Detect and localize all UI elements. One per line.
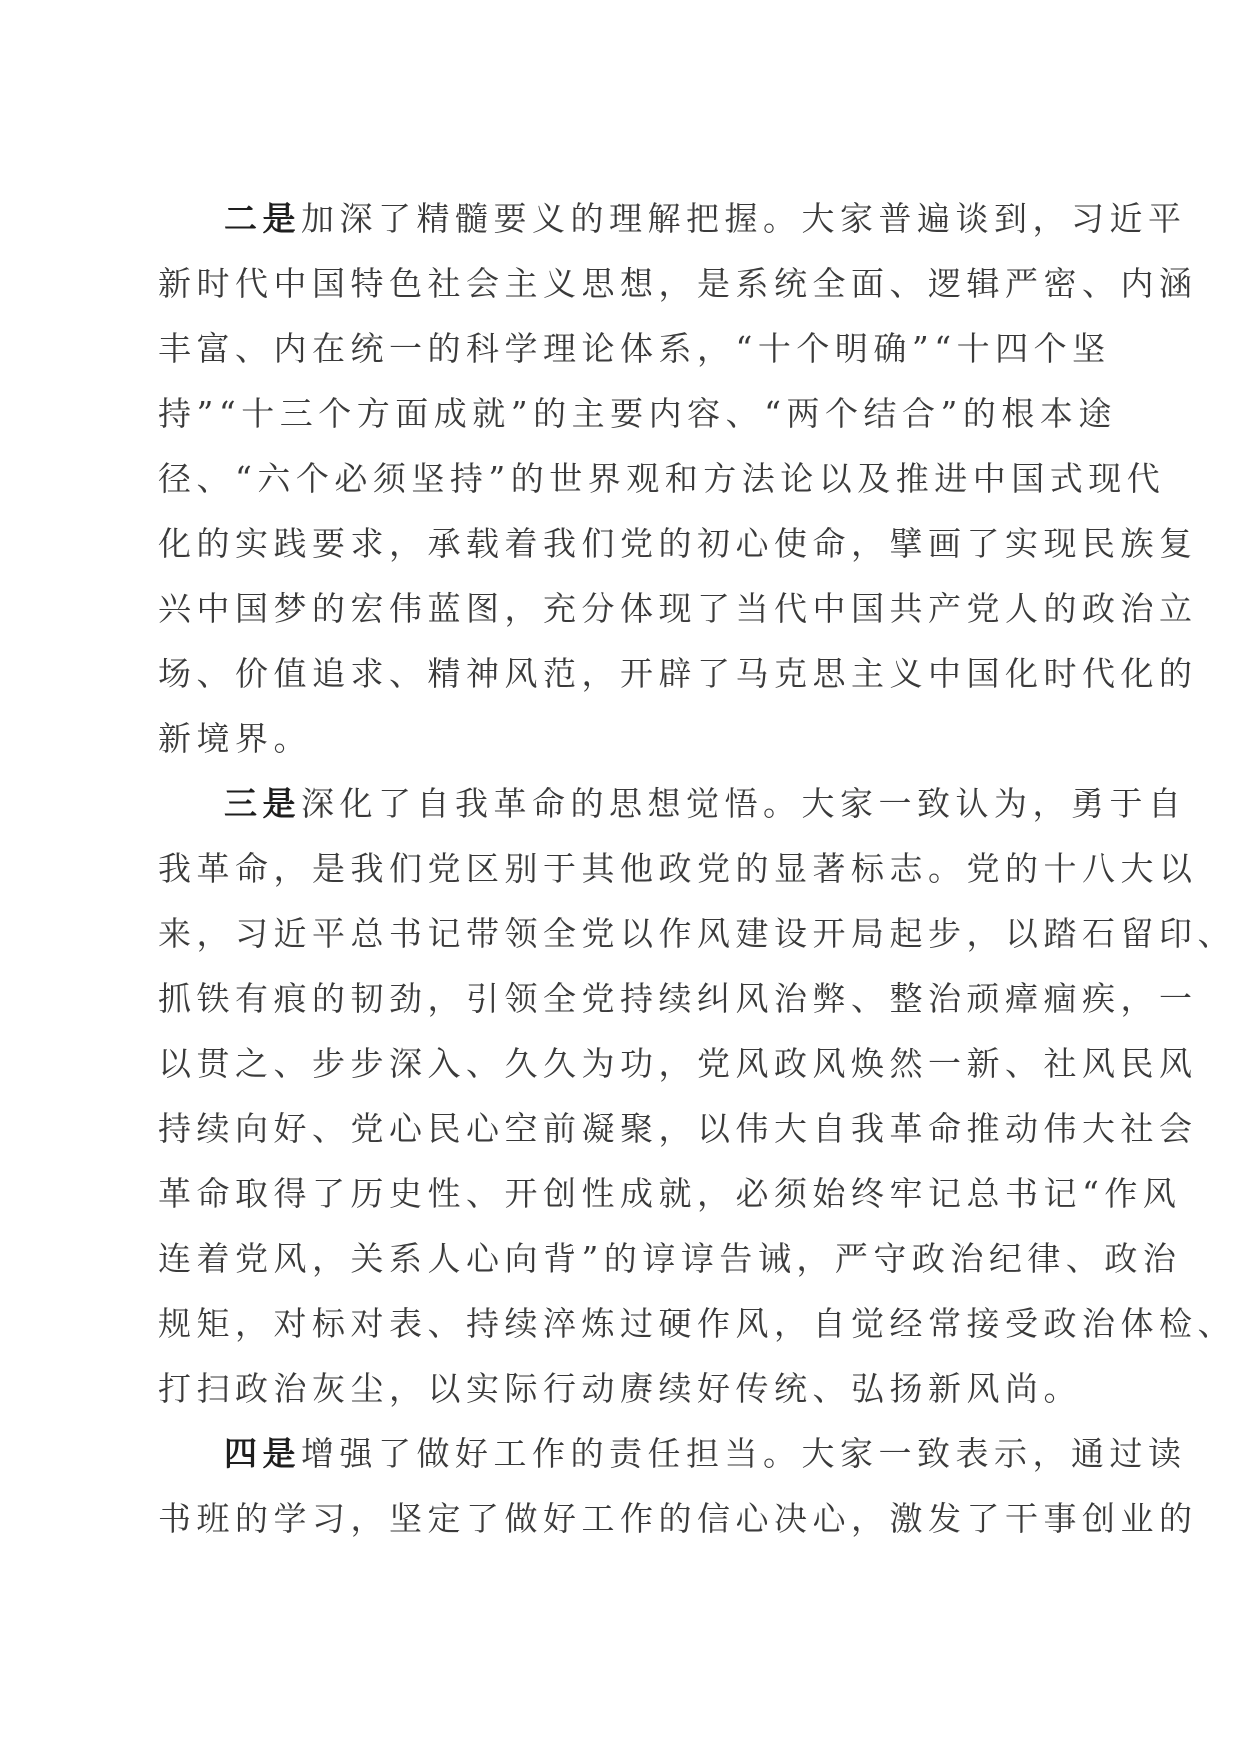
- paragraph-line: 新时代中国特色社会主义思想，是系统全面、逻辑严密、内涵: [158, 264, 1198, 303]
- paragraph-line: 新境界。: [158, 719, 312, 758]
- paragraph-line: 兴中国梦的宏伟蓝图，充分体现了当代中国共产党人的政治立: [158, 589, 1198, 628]
- paragraph-line: 连着党风，关系人心向背”的谆谆告诫，严守政治纪律、政治: [158, 1239, 1182, 1278]
- paragraph-line: 书班的学习，坚定了做好工作的信心决心，激发了干事创业的: [158, 1499, 1198, 1538]
- paragraph-line: [158, 1421, 1187, 1486]
- paragraph-line: 径、“六个必须坚持”的世界观和方法论以及推进中国式现代: [158, 459, 1166, 498]
- paragraph-4: [158, 1421, 1198, 1551]
- paragraph-line: 革命取得了历史性、开创性成就，必须始终牢记总书记“作风: [158, 1174, 1182, 1213]
- paragraph-line: 规矩，对标对表、持续淬炼过硬作风，自觉经常接受政治体检、: [158, 1304, 1236, 1343]
- paragraph-line: [158, 771, 1187, 836]
- paragraph-line: 我革命，是我们党区别于其他政党的显著标志。党的十八大以: [158, 849, 1198, 888]
- paragraph-lead: 二是: [224, 199, 301, 238]
- paragraph-line: 持续向好、党心民心空前凝聚，以伟大自我革命推动伟大社会: [158, 1109, 1198, 1148]
- paragraph-text: 增强了做好工作的责任担当。大家一致表示，通过读: [301, 1434, 1187, 1473]
- paragraph-line: 抓铁有痕的韧劲，引领全党持续纠风治弊、整治顽瘴痼疾，一: [158, 979, 1198, 1018]
- paragraph-3: [158, 771, 1236, 1421]
- paragraph-line: 以贯之、步步深入、久久为功，党风政风焕然一新、社风民风: [158, 1044, 1198, 1083]
- paragraph-text: 深化了自我革命的思想觉悟。大家一致认为，勇于自: [301, 784, 1187, 823]
- paragraph-lead: 四是: [224, 1434, 301, 1473]
- document-body: [158, 186, 1236, 1551]
- paragraph-line: [158, 186, 1187, 251]
- paragraph-line: 来，习近平总书记带领全党以作风建设开局起步，以踏石留印、: [158, 914, 1236, 953]
- paragraph-2: [158, 186, 1198, 771]
- paragraph-line: 丰富、内在统一的科学理论体系，“十个明确”“十四个坚: [158, 329, 1111, 368]
- paragraph-line: 场、价值追求、精神风范，开辟了马克思主义中国化时代化的: [158, 654, 1198, 693]
- paragraph-line: 化的实践要求，承载着我们党的初心使命，擘画了实现民族复: [158, 524, 1198, 563]
- paragraph-text: 加深了精髓要义的理解把握。大家普遍谈到，习近平: [301, 199, 1187, 238]
- paragraph-lead: 三是: [224, 784, 301, 823]
- paragraph-line: 持”“十三个方面成就”的主要内容、“两个结合”的根本途: [158, 394, 1117, 433]
- paragraph-line: 打扫政治灰尘，以实际行动赓续好传统、弘扬新风尚。: [158, 1369, 1082, 1408]
